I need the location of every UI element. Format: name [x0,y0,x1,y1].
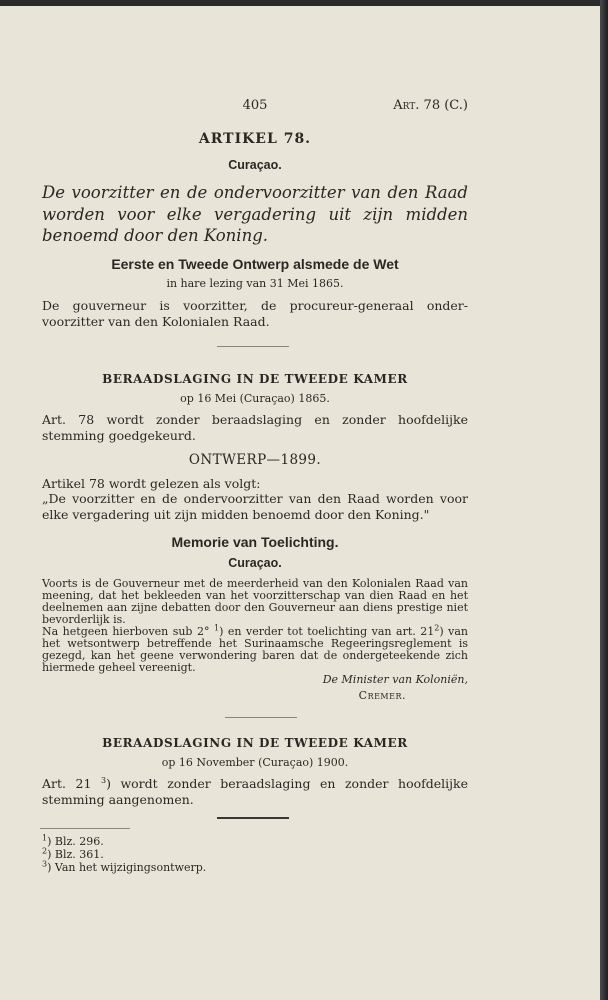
footnote-ref-2: 2 [434,623,440,633]
footnote-ref-1: 1 [214,623,220,633]
section1-subheading: in hare lezing van 31 Mei 1865. [166,277,344,290]
section2-heading: BERAADSLAGING IN DE TWEEDE KAMER [102,372,408,386]
section2-text: Art. 78 wordt zonder beraadslaging en zonder hoofdelijke stemming goedgekeurd. [42,412,468,443]
article-text: De voorzitter en de ondervoorzitter van den Raad worden voor elke vergadering uit zijn midden benoemd door den Koning. [42,183,468,245]
running-header [42,98,468,116]
section3-line1: Artikel 78 wordt gelezen als volgt: [42,476,261,491]
footnote-3: $^3$) Van het wijzigingsontwerp. [42,859,207,874]
section4-heading: Memorie van Toelichting. [171,534,339,550]
section1-heading: Eerste en Tweede Ontwerp alsmede de Wet [111,256,399,272]
signature-title: De Minister van Koloniën, [322,673,468,686]
article-region: Curaçao. [228,158,282,172]
page-number: 405 [242,98,268,113]
section5-subheading: op 16 November (Curaçao) 1900. [161,756,349,769]
page-edge-shadow [600,0,608,1000]
divider-2 [225,717,297,718]
document-page [0,6,600,1000]
section-reference: Art. 78 (C.) [393,98,468,113]
divider-3 [217,817,289,819]
section3-quote: „De voorzitter en de ondervoorzitter van den Raad worden voor elke vergadering uit zijn midden benoemd door den Koning." [42,491,468,522]
signature-name: Cremer. [358,689,406,702]
section5-text: Art. 21 $^3$) wordt zonder beraadslaging en zonder hoofdelijke stemming aangenomen. [42,775,468,807]
section1-text: De gouverneur is voorzitter, de procureur-generaal onder-voorzitter van den Kolonialen Raad. [42,298,468,329]
section4-para1: Voorts is de Gouverneur met de meerderheid van den Kolonialen Raad van meening, dat het bekleeden van het voorzitterschap van dien Raad en het deelnemen aan zijne debatten door den Gouverneur aan diens prestige niet bevorderlijk is. [42,577,468,626]
footnote-separator [40,828,130,829]
section5-heading: BERAADSLAGING IN DE TWEEDE KAMER [102,736,408,750]
section4-subheading: Curaçao. [228,556,282,570]
article-title: ARTIKEL 78. [198,131,312,147]
footnote-1: $^1$) Blz. 296. [42,833,104,848]
footnote-ref-3: 3 [100,775,107,785]
section4-para2: Na hetgeen hierboven sub 2° $^1$) en verder tot toelichting van art. $21^2$) van het wetsontwerp betreffende het Surinaamsche Regeeringsreglement is gezegd, kan het geene verwondering baren dat de ondergeteekende zich hiermede geheel vereenigt. [42,623,468,674]
section3-heading: ONTWERP—1899. [188,452,322,468]
section2-subheading: op 16 Mei (Curaçao) 1865. [180,392,330,405]
divider-1 [217,346,289,347]
footnote-2: $^2$) Blz. 361. [42,846,104,861]
